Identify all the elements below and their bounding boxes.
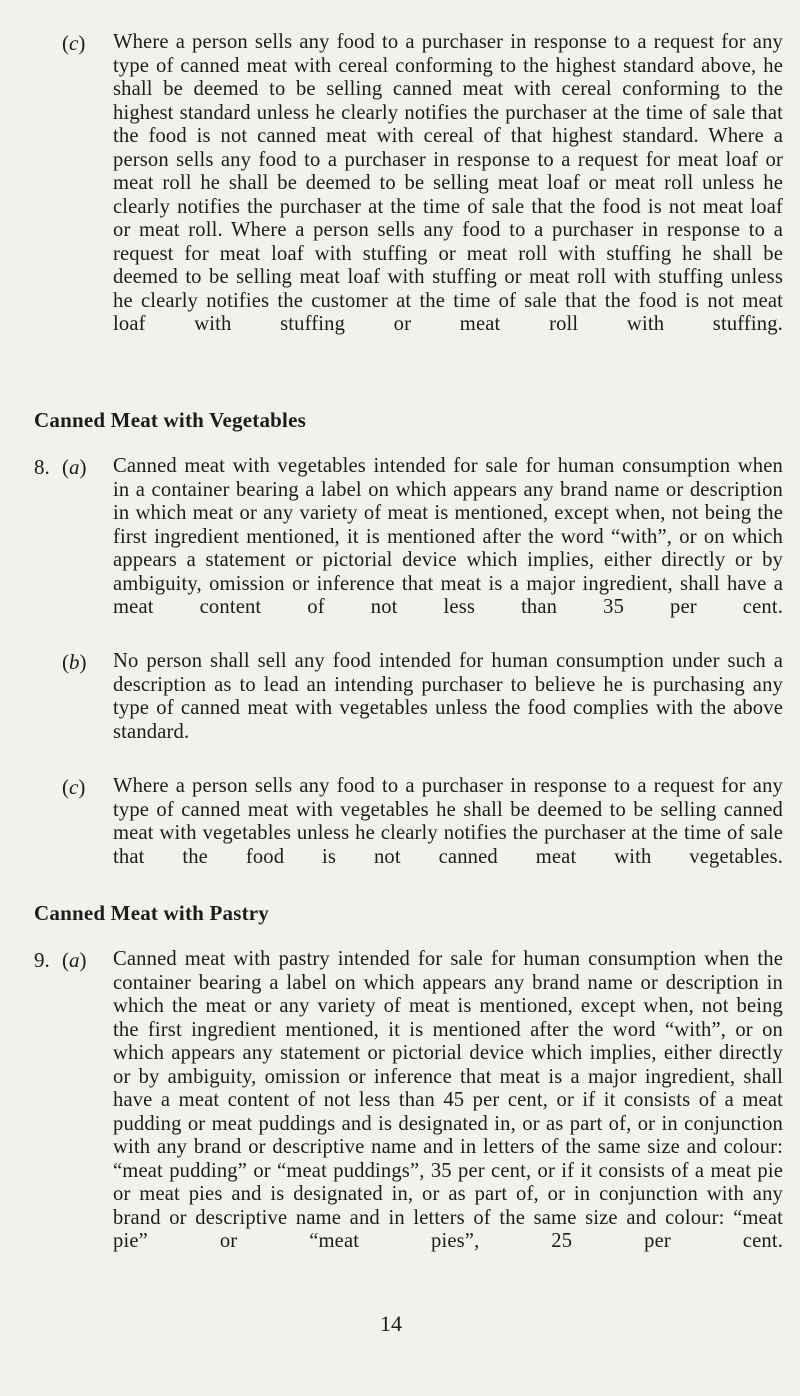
clause-label-c: (c) — [62, 31, 86, 55]
section-heading-pastry: Canned Meat with Pastry — [34, 901, 269, 925]
section-number-9: 9. — [34, 948, 50, 972]
clause-label-8a: (a) — [62, 455, 87, 479]
clause-label-8c: (c) — [62, 775, 86, 799]
clause-8b-text: No person shall sell any food intended for human consumption under such a description as to lead an intending purchaser to believe he is purchasing any type of canned meat with vegetables unless the food complies with the above standard. — [113, 650, 783, 743]
clause-7c-text: Where a person sells any food to a purchaser in response to a request for any type of canned meat with cereal conforming to the highest standard above, he shall be deemed to be selling canned meat with cereal conforming to the highest standard unless he clearly notifies the purchaser at the time of sale that the food is not canned meat with cereal of that highest standard. Where a person sells any food to a purchaser in response to a request for meat loaf or meat roll he shall be deemed to be selling meat loaf or meat roll unless he clearly notifies the purchaser at the time of sale that the food is not meat loaf or meat roll. Where a person sells any food to a purchaser in response to a request for meat loaf with stuffing or meat roll with stuffing he shall be deemed to be selling meat loaf with stuffing or meat roll with stuffing unless he clearly notifies the customer at the time of sale that the food is not meat loaf with stuffing or meat roll with stuffing. — [113, 31, 783, 335]
section-heading-vegetables: Canned Meat with Vegetables — [34, 408, 306, 432]
clause-label-8b: (b) — [62, 650, 87, 674]
clause-8a-text: Canned meat with vegetables intended for sale for human consumption when in a container bearing a label on which appears any brand name or description in which meat or any variety of meat is mentioned, except when, not being the first ingredient mentioned, it is mentioned after the word “with”, or on which appears a statement or pictorial device which implies, either directly or by ambiguity, omission or inference that meat is a major ingredient, shall have a meat content of not less than 35 per cent. — [113, 455, 783, 618]
clause-label-9a: (a) — [62, 948, 87, 972]
clause-9a-text: Canned meat with pastry intended for sale for human consumption when the container bearing a label on which appears any brand name or description in which the meat or any variety of meat is mentioned, except when, not being the first ingredient mentioned, it is mentioned after the word “with”, or on which appears any statement or pictorial device which implies, either directly or by ambiguity, omission or inference that meat is a major ingredient, shall have a meat content of not less than 45 per cent, or if it consists of a meat pudding or meat puddings and is designated in, or as part of, or in conjunction with any brand or descriptive name and in letters of the same size and colour: “meat pudding” or “meat puddings”, 35 per cent, or if it consists of a meat pie or meat pies and is designated in, or as part of, or in conjunction with any brand or descriptive name and in letters of the same size and colour: “meat pie” or “meat pies”, 25 per cent. — [113, 948, 783, 1252]
page-number: 14 — [380, 1311, 402, 1336]
clause-8c-text: Where a person sells any food to a purchaser in response to a request for any type of canned meat with vegetables he shall be deemed to be selling canned meat with vegetables unless he clearly notifies the purchaser at the time of sale that the food is not canned meat with vegetables. — [113, 775, 783, 868]
section-number-8: 8. — [34, 455, 50, 479]
